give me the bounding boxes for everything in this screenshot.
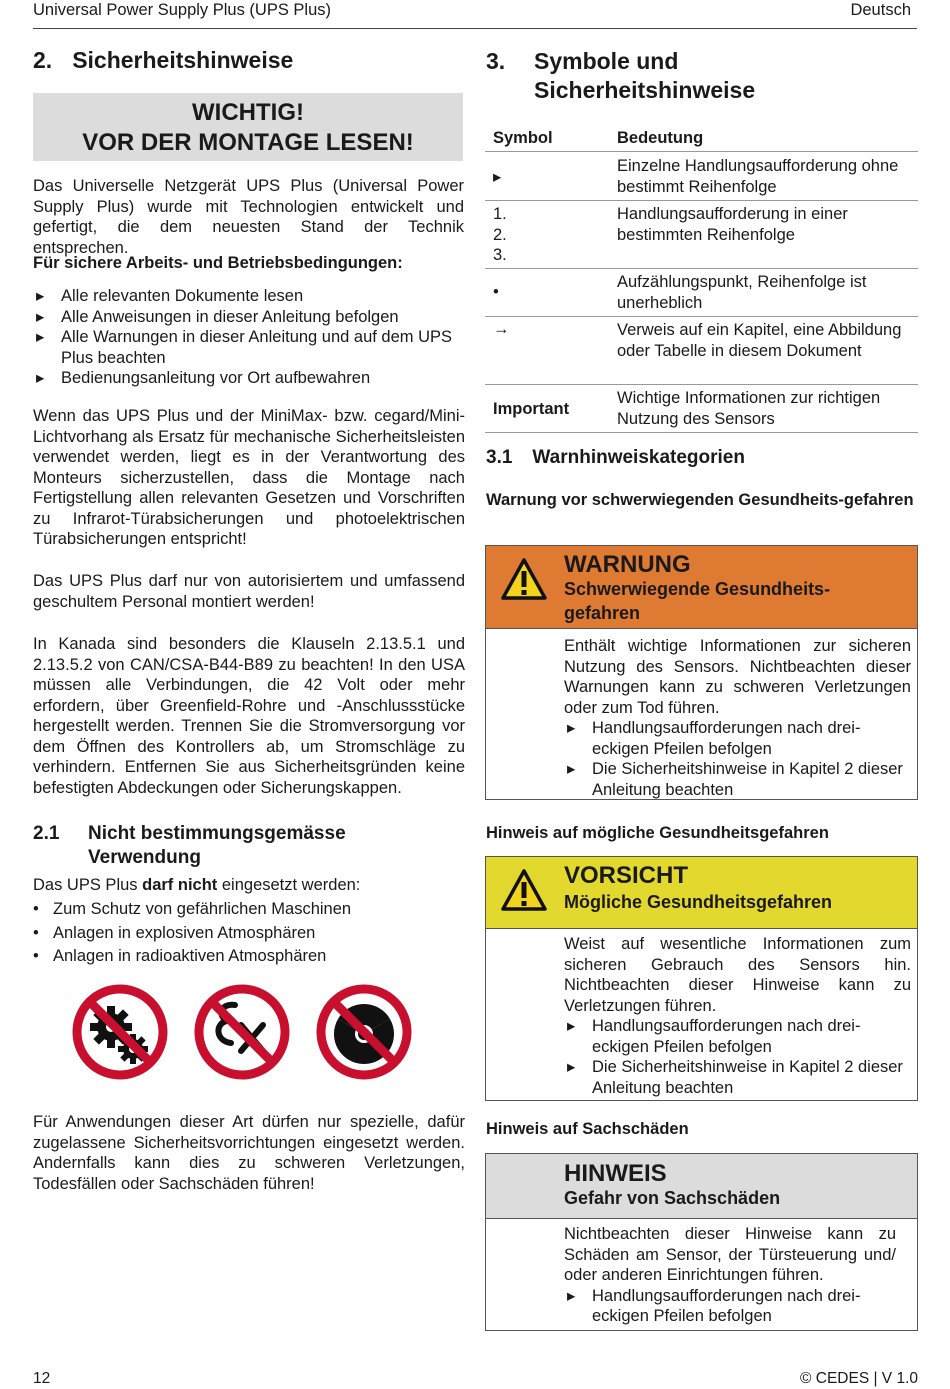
- list-item: • Anlagen in explosiven Atmosphären: [33, 922, 463, 946]
- list-item: • Zum Schutz von gefährlichen Maschinen: [33, 898, 463, 922]
- language-label: Deutsch: [850, 1, 911, 19]
- list-item: • Anlagen in radioaktiven Atmosphären: [33, 945, 463, 969]
- important-banner: WICHTIG! VOR DER MONTAGE LESEN!: [33, 93, 463, 161]
- list-item: ▸ Die Sicherheitshinweise in Kapitel 2 dieser Anleitung beachten: [567, 1058, 903, 1097]
- conditions-list: [33, 286, 465, 389]
- list-item: ▸ Alle Warnungen in dieser Anleitung und auf dem UPS Plus beachten: [36, 328, 453, 367]
- list-item: ▸ Handlungsaufforderungen nach drei-eckigen Pfeilen befolgen: [567, 1286, 861, 1325]
- action-arrow-icon: ▸: [567, 1058, 576, 1076]
- section-2-intro: Das Universelle Netzgerät UPS Plus (Universal Power Supply Plus) wurde mit Technologien entwickelt und gefertigt, die dem neuesten Stand der Technik entsprechen.: [33, 177, 464, 257]
- misuse-closing: Für Anwendungen dieser Art dürfen nur spezielle, dafür zugelassene Sicherheitsvorrichtungen eingesetzt werden. Andernfalls kann dies zu schweren Verletzungen, Todesfällen oder Sachschäden führen!: [33, 1113, 465, 1193]
- responsibility-paragraph: Wenn das UPS Plus und der MiniMax- bzw. cegard/Mini-Lichtvorhang als Ersatz für mechanische Sicherheitsleisten verwendet werden, liegt es in der Verantwortung des Monteurs sicherzustellen, dass die Montage nach Fertigstellung allen relevanten Gesetzen und Vorschriften zu Infrarot-Türabsicherungen und photoelektrischen Türabsicherungen entspricht!: [33, 407, 465, 548]
- warning-box-header: WARNUNG Schwerwiegende Gesundheits- gefahren: [486, 546, 917, 629]
- bullet-icon: •: [33, 947, 39, 965]
- warning-triangle-icon: [500, 557, 548, 601]
- action-arrow-icon: ▸: [567, 719, 576, 737]
- action-arrow-icon: ▸: [493, 168, 502, 186]
- notice-box: [485, 1153, 918, 1331]
- table-row: Important Wichtige Informationen zur richtigen Nutzung des Sensors: [485, 385, 918, 433]
- footer-brand: © CEDES | V 1.0: [800, 1370, 918, 1387]
- notice-box-header: HINWEIS Gefahr von Sachschäden: [486, 1154, 917, 1219]
- list-item: ▸ Alle relevanten Dokumente lesen: [36, 287, 304, 305]
- table-row: 1. 2. 3. Handlungsaufforderung in einer bestimmten Reihenfolge: [485, 201, 918, 269]
- caution-intro: Hinweis auf mögliche Gesundheitsgefahren: [486, 824, 829, 842]
- reference-arrow-icon: →: [493, 320, 510, 338]
- table-row: ▸ Einzelne Handlungsaufforderung ohne bestimmt Reihenfolge: [485, 152, 918, 201]
- warning-box: [485, 545, 918, 800]
- list-item: ▸ Alle Anweisungen in dieser Anleitung befolgen: [36, 307, 399, 326]
- no-radioactive-icon: [315, 983, 413, 1081]
- bullet-icon: •: [33, 900, 39, 918]
- action-arrow-icon: ▸: [36, 307, 45, 326]
- section-2-heading: 2. Sicherheitshinweise: [33, 47, 294, 73]
- regional-paragraph: In Kanada sind besonders die Klauseln 2.13.5.1 und 2.13.5.2 von CAN/CSA-B44-B89 zu beachten! In den USA müssen alle Verbindungen, die 42 Volt oder mehr erfordern, über Greenfield-Rohre und -Anschlussstücke hergestellt werden. Trennen Sie die Stromversorgung vor dem Öffnen des Kontrollers ab, um Stromschläge zu verhindern. Entfernen Sie aus Sicherheitsgründen keine befestigten Abdeckungen oder Sicherungskappen.: [33, 635, 465, 797]
- misuse-intro: Das UPS Plus darf nicht eingesetzt werden:: [33, 876, 361, 894]
- action-arrow-icon: ▸: [567, 1017, 576, 1035]
- list-item: ▸ Handlungsaufforderungen nach drei-eckigen Pfeilen befolgen: [567, 1017, 861, 1056]
- symbol-table-header: Symbol Bedeutung: [485, 128, 918, 152]
- table-row: • Aufzählungspunkt, Reihenfolge ist unerheblich: [485, 269, 918, 317]
- warning-action-list: [564, 718, 903, 800]
- action-arrow-icon: ▸: [36, 287, 45, 305]
- action-arrow-icon: ▸: [567, 1286, 576, 1305]
- caution-box: [485, 856, 918, 1101]
- action-arrow-icon: ▸: [36, 328, 45, 346]
- list-item: ▸ Handlungsaufforderungen nach drei-eckigen Pfeilen befolgen: [567, 719, 861, 758]
- no-machinery-icon: [71, 983, 169, 1081]
- caution-box-header: VORSICHT Mögliche Gesundheitsgefahren: [486, 857, 917, 929]
- caution-action-list: [564, 1016, 903, 1098]
- caution-box-body: Weist auf wesentliche Informationen zum sicheren Gebrauch des Sensors hin. Nichtbeachten dieser Hinweise kann zu Verletzungen führen. ▸ Handlungsaufforderungen nach drei-eckigen Pfeilen befolgen ▸ Die Sicherheitshinweise in Kapitel 2 dieser Anleitung beachten: [564, 934, 911, 1098]
- notice-box-body: Nichtbeachten dieser Hinweise kann zu Schäden am Sensor, der Türsteuerung und/ oder anderen Einrichtungen führen. ▸ Handlungsaufforderungen nach drei-eckigen Pfeilen befolgen: [564, 1225, 896, 1325]
- warning-triangle-icon: [500, 868, 548, 912]
- no-explosive-atmosphere-icon: [193, 983, 291, 1081]
- page-number: 12: [33, 1370, 51, 1387]
- action-arrow-icon: ▸: [36, 369, 45, 387]
- notice-intro: Hinweis auf Sachschäden: [486, 1120, 689, 1138]
- section-3-1-heading: 3.1 Warnhinweiskategorien: [486, 447, 745, 468]
- action-arrow-icon: ▸: [567, 760, 576, 778]
- conditions-heading: Für sichere Arbeits- und Betriebsbedingungen:: [33, 254, 403, 272]
- bullet-icon: •: [493, 283, 499, 301]
- document-title: Universal Power Supply Plus (UPS Plus): [33, 1, 332, 19]
- misuse-list: [33, 898, 463, 969]
- list-item: ▸ Bedienungsanleitung vor Ort aufbewahren: [36, 369, 371, 387]
- notice-action-list: [564, 1286, 874, 1327]
- warning-intro: Warnung vor schwerwiegenden Gesundheits-gefahren: [486, 491, 914, 509]
- table-row: → Verweis auf ein Kapitel, eine Abbildung oder Tabelle in diesem Dokument: [485, 317, 918, 385]
- personnel-paragraph: Das UPS Plus darf nur von autorisiertem und umfassend geschultem Personal montiert werden!: [33, 572, 465, 611]
- bullet-icon: •: [33, 923, 39, 942]
- warning-box-body: Enthält wichtige Informationen zur sicheren Nutzung des Sensors. Nichtbeachten dieser Warnungen kann zu schweren Verletzungen oder zum Tod führen. ▸ Handlungsaufforderungen nach drei-eckigen Pfeilen befolgen ▸ Die Sicherheitshinweise in Kapitel 2 dieser Anleitung beachten: [564, 636, 911, 800]
- list-item: ▸ Die Sicherheitshinweise in Kapitel 2 dieser Anleitung beachten: [567, 760, 903, 799]
- page-header: [33, 0, 917, 29]
